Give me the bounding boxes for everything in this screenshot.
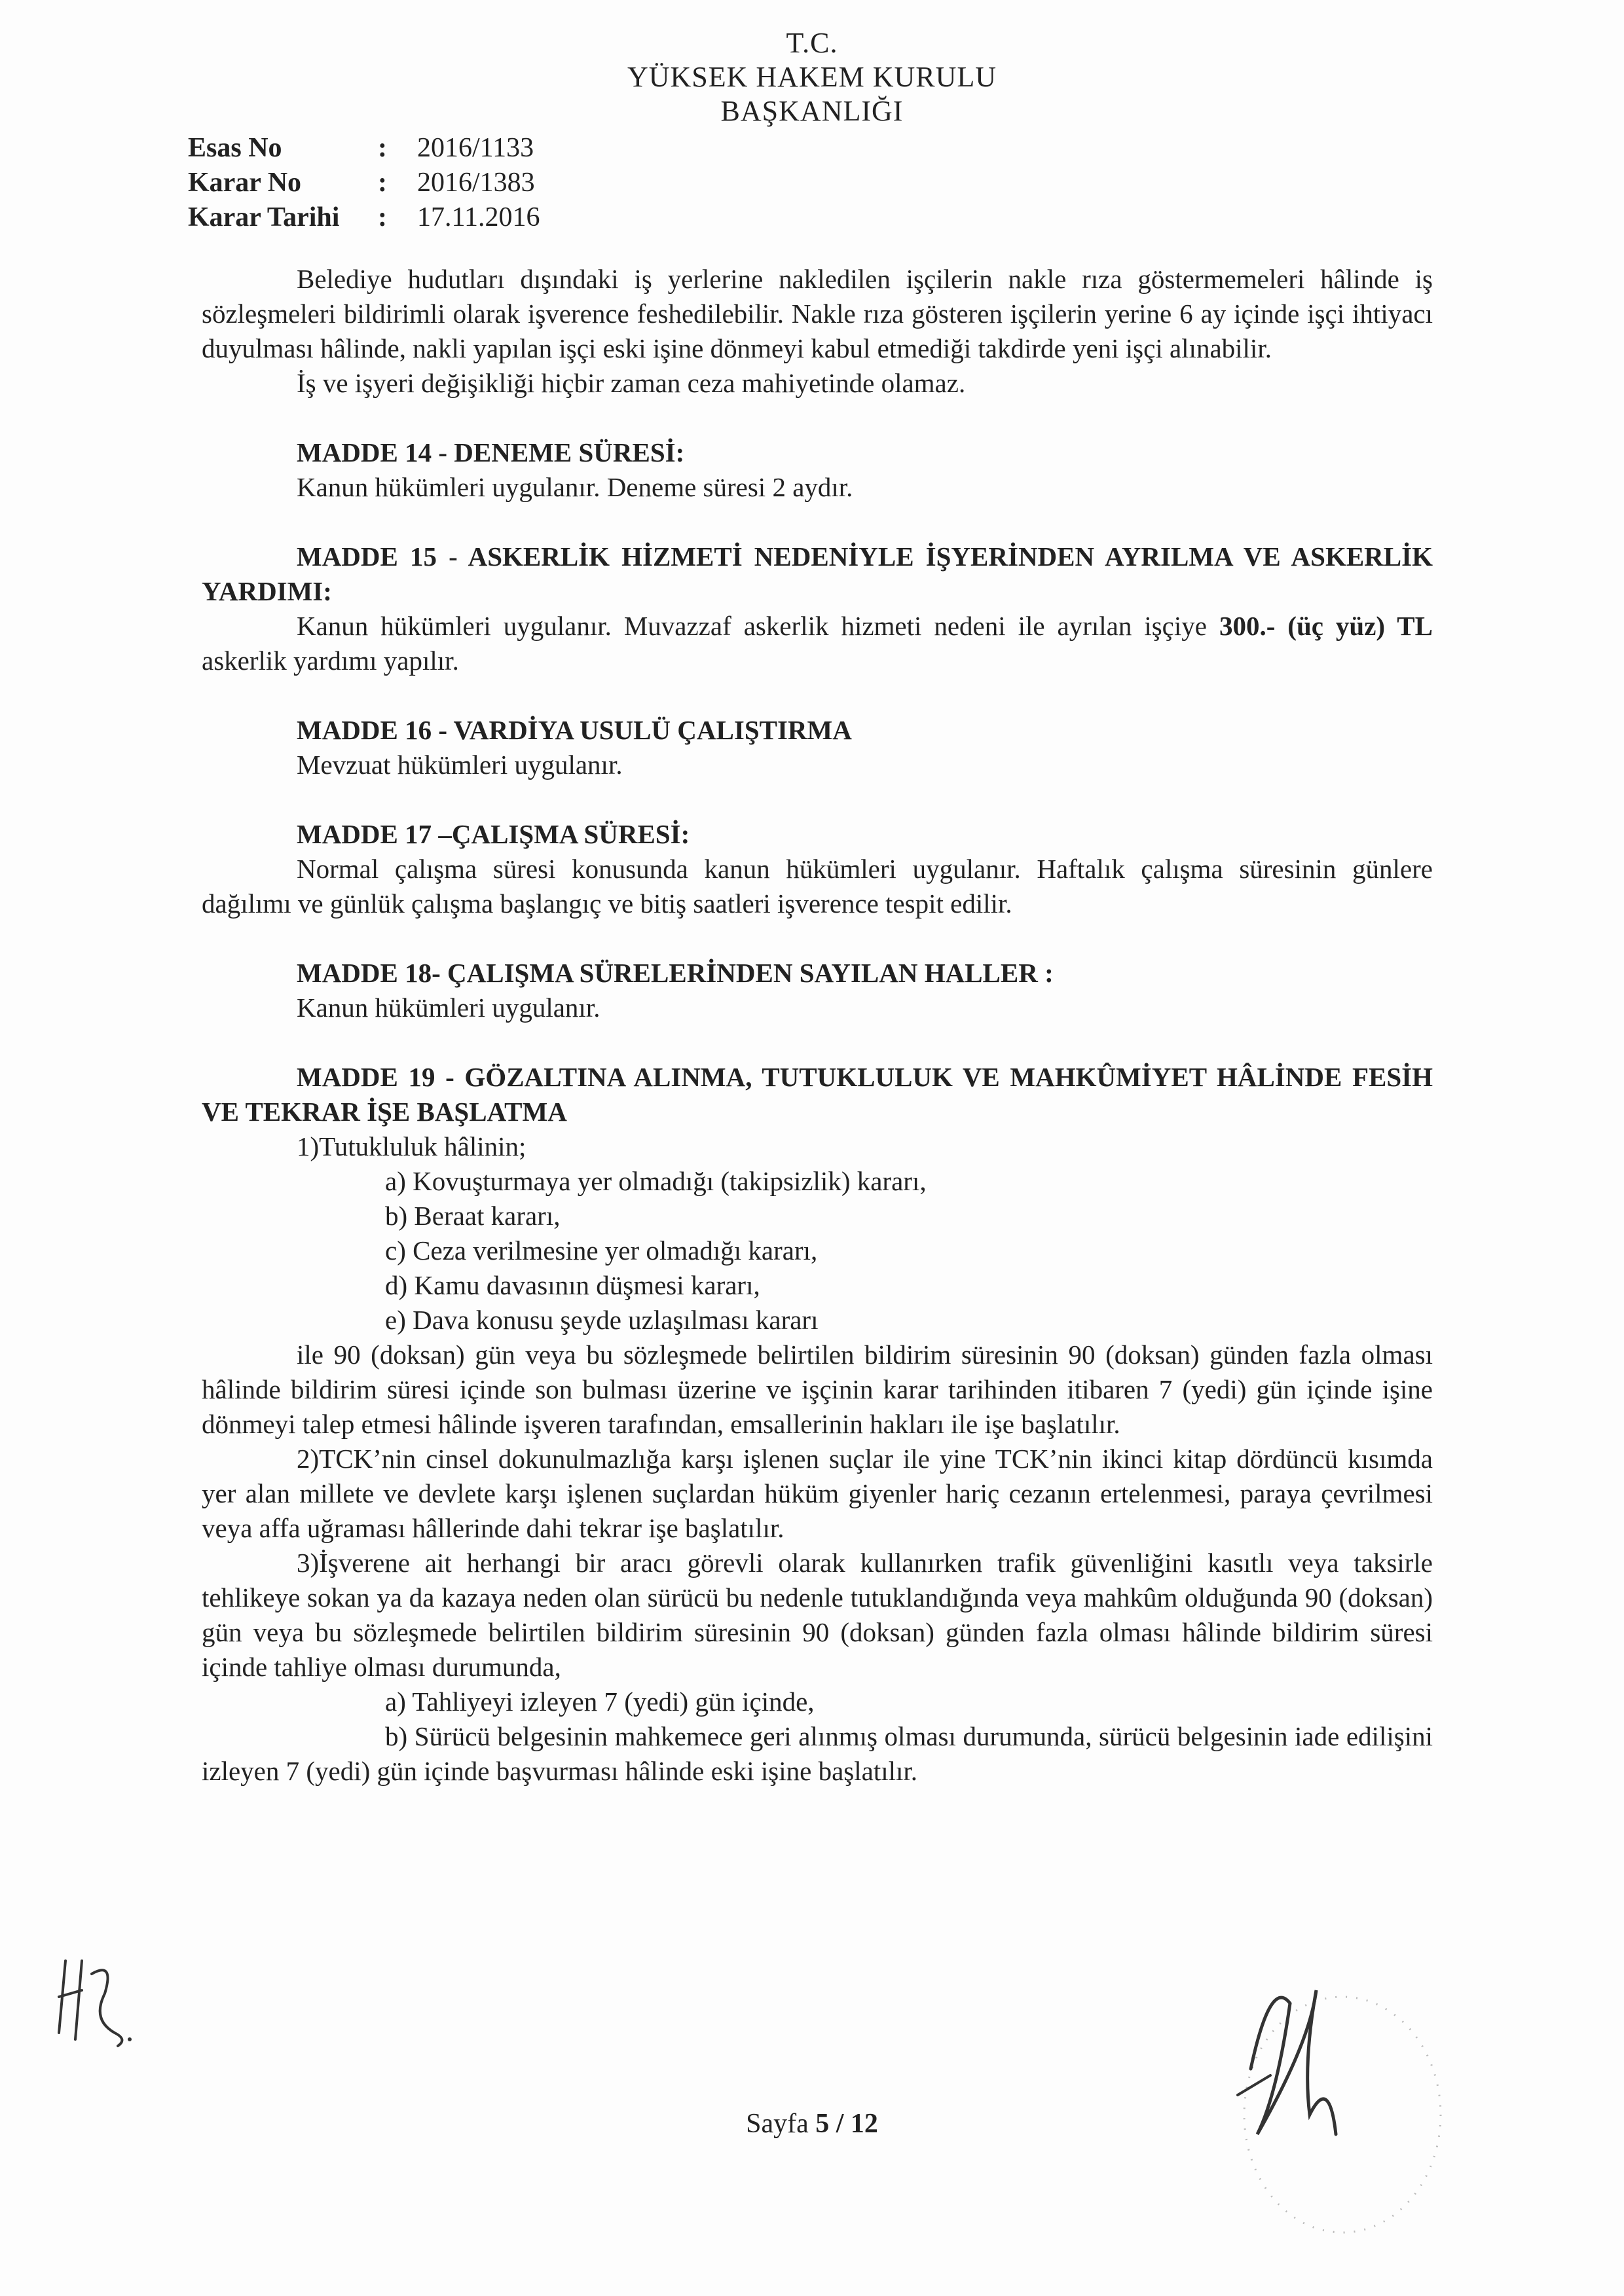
header-presidency: BAŞKANLIĞI <box>720 95 904 127</box>
esas-value: 2016/1133 <box>417 133 534 163</box>
madde18-text: Kanun hükümleri uygulanır. <box>297 993 600 1023</box>
esas-row <box>188 131 540 166</box>
case-meta <box>188 131 540 235</box>
madde19-item1-a: a) Kovuşturmaya yer olmadığı (takipsizlik) kararı, <box>385 1166 927 1196</box>
header-institution: YÜKSEK HAKEM KURULU <box>627 61 997 93</box>
footer-current-page: 5 <box>815 2109 830 2139</box>
karar-value: 2016/1383 <box>417 168 535 198</box>
madde15-text-b: askerlik yardımı yapılır. <box>202 646 459 676</box>
tarih-row <box>188 200 540 235</box>
madde19-title: MADDE 19 - GÖZALTINA ALINMA, TUTUKLULUK VE MAHKÛMİYET HÂLİNDE FESİH VE TEKRAR İŞE BAŞLATMA <box>202 1062 1433 1127</box>
intro-paragraph-1: Belediye hudutları dışındaki iş yerlerine nakledilen işçilerin nakle rıza göstermemeleri hâlinde iş sözleşmeleri bildirimli olarak işverence feshedilebilir. Nakle rıza gösteren işçilerin yerine 6 ay içinde işçi ihtiyacı duyulması hâlinde, nakli yapılan işçi eski işine dönmeyi kabul etmediği takdirde yeni işçi alınabilir. <box>202 264 1433 363</box>
karar-row <box>188 166 540 200</box>
esas-colon: : <box>378 133 387 163</box>
tarih-value: 17.11.2016 <box>417 202 540 232</box>
madde16-title: MADDE 16 - VARDİYA USULÜ ÇALIŞTIRMA <box>297 715 852 745</box>
madde17-text: Normal çalışma süresi konusunda kanun hükümleri uygulanır. Haftalık çalışma süresinin günlere dağılımı ve günlük çalışma başlangıç ve bitiş saatleri işverence tespit edilir. <box>202 854 1433 919</box>
madde14-text: Kanun hükümleri uygulanır. Deneme süresi 2 aydır. <box>297 472 853 502</box>
karar-label: Karar No <box>188 168 302 198</box>
madde19-item1-intro: 1)Tutukluluk hâlinin; <box>297 1131 526 1161</box>
footer-separator: / <box>829 2109 851 2139</box>
header-tc: T.C. <box>786 27 838 59</box>
madde14-title: MADDE 14 - DENEME SÜRESİ: <box>297 437 685 467</box>
madde19-item3-a: a) Tahliyeyi izleyen 7 (yedi) gün içinde, <box>385 1686 815 1717</box>
footer-total-pages: 12 <box>850 2109 878 2139</box>
madde17-title: MADDE 17 –ÇALIŞMA SÜRESİ: <box>297 819 690 849</box>
madde19-item1-e: e) Dava konusu şeyde uzlaşılması kararı <box>385 1305 819 1335</box>
madde19-item1-d: d) Kamu davasının düşmesi kararı, <box>385 1270 760 1300</box>
madde19-item1-c: c) Ceza verilmesine yer olmadığı kararı, <box>385 1235 818 1266</box>
karar-colon: : <box>378 168 387 198</box>
handwritten-initials <box>52 1948 138 2056</box>
madde15-text-a: Kanun hükümleri uygulanır. Muvazzaf askerlik hizmeti nedeni ile ayrılan işçiye <box>297 611 1219 641</box>
madde18-title: MADDE 18- ÇALIŞMA SÜRELERİNDEN SAYILAN HALLER : <box>297 958 1054 988</box>
tarih-colon: : <box>378 202 387 232</box>
esas-label: Esas No <box>188 133 282 163</box>
document-body <box>202 262 1433 1789</box>
madde15-text <box>202 609 1433 678</box>
intro-paragraph-2: İş ve işyeri değişikliği hiçbir zaman ceza mahiyetinde olamaz. <box>297 368 966 398</box>
madde15-amount: 300.- (üç yüz) TL <box>1219 611 1433 641</box>
madde19-item1-b: b) Beraat kararı, <box>385 1201 561 1231</box>
madde16-text: Mevzuat hükümleri uygulanır. <box>297 750 623 780</box>
madde19-item1-text: ile 90 (doksan) gün veya bu sözleşmede belirtilen bildirim süresinin 90 (doksan) günden fazla olması hâlinde bildirim süresi içinde son bulması üzerine ve işçinin karar tarihinden itibaren 7 (yedi) gün içinde işine dönmeyi talep etmesi hâlinde işveren tarafından, emsallerinin hakları ile işe başlatılır. <box>202 1339 1433 1439</box>
page-footer <box>0 2108 1624 2140</box>
madde15-title: MADDE 15 - ASKERLİK HİZMETİ NEDENİYLE İŞYERİNDEN AYRILMA VE ASKERLİK YARDIMI: <box>202 541 1433 606</box>
madde19-item2-text: 2)TCK’nin cinsel dokunulmazlığa karşı işlenen suçlar ile yine TCK’nin ikinci kitap dördüncü kısımda yer alan millete ve devlete karşı işlenen suçlardan hüküm giyenler hariç cezanın ertelenmesi, paraya çevrilmesi veya affa uğraması hâllerinde dahi tekrar işe başlatılır. <box>202 1444 1433 1543</box>
madde19-item3-b: b) Sürücü belgesinin mahkemece geri alınmış olması durumunda, sürücü belgesinin iade edilişini izleyen 7 (yedi) gün içinde başvurması hâlinde eski işine başlatılır. <box>202 1721 1433 1786</box>
madde19-item3-text: 3)İşverene ait herhangi bir aracı görevli olarak kullanırken trafik güvenliğini kasıtlı veya taksirle tehlikeye sokan ya da kazaya neden olan sürücü bu nedenle tutuklandığında veya mahkûm olduğunda 90 (doksan) gün veya bu sözleşmede belirtilen bildirim süresinin 90 (doksan) günden fazla olması hâlinde bildirim süresi içinde tahliye olması durumunda, <box>202 1548 1433 1682</box>
footer-prefix: Sayfa <box>746 2109 816 2139</box>
tarih-label: Karar Tarihi <box>188 202 340 232</box>
